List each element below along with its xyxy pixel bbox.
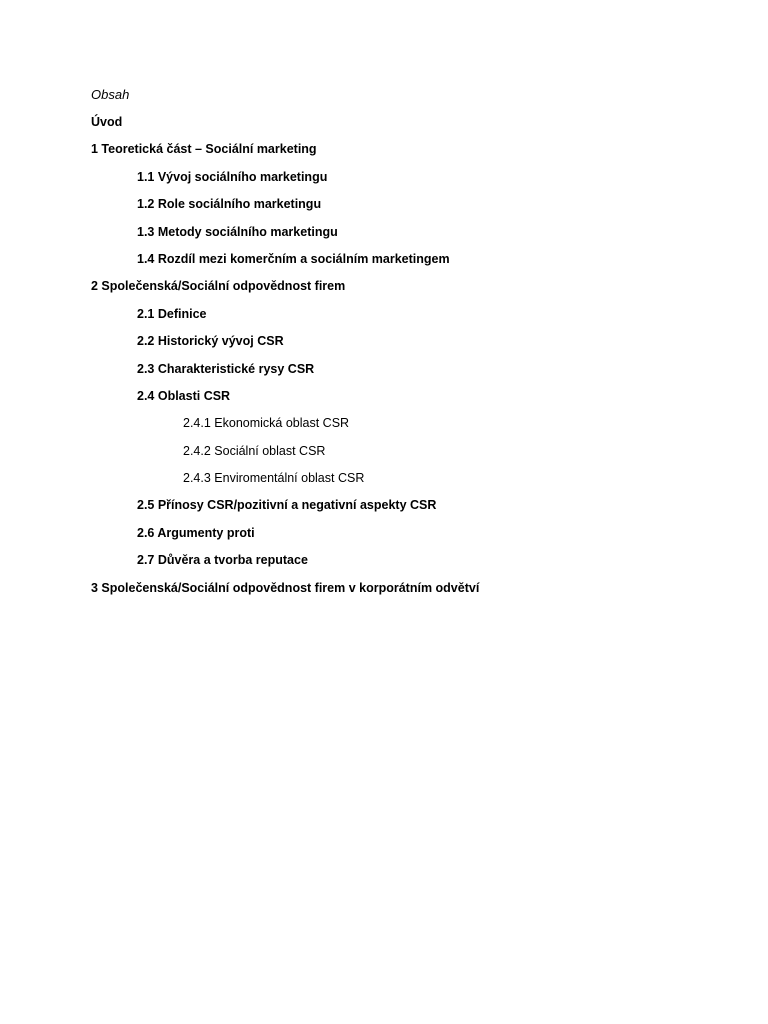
toc-entry[interactable] [0, 387, 768, 414]
toc-entry[interactable] [0, 277, 768, 304]
toc-entry[interactable] [0, 551, 768, 578]
toc-entry-label: 2 Společenská/Sociální odpovědnost firem [91, 279, 346, 294]
toc-entry-label: 2.3 Charakteristické rysy CSR [137, 361, 315, 376]
toc-entry-label: 1.4 Rozdíl mezi komerčním a sociálním marketingem [137, 251, 450, 266]
toc-entry-label: 2.4.3 Enviromentální oblast CSR [183, 471, 365, 486]
toc-entry[interactable] [0, 360, 768, 387]
toc-entry-label: 2.4.2 Sociální oblast CSR [183, 443, 326, 458]
toc-entry-label: 2.4.1 Ekonomická oblast CSR [183, 416, 350, 431]
toc-entry[interactable] [0, 140, 768, 167]
toc-entry[interactable] [0, 168, 768, 195]
toc-entry-label: 1.2 Role sociálního marketingu [137, 197, 322, 212]
toc-heading: Obsah [91, 87, 130, 102]
toc-entry[interactable] [0, 579, 768, 606]
toc-entry-label: 1 Teoretická část – Sociální marketing [91, 142, 317, 157]
toc-entry[interactable] [0, 223, 768, 250]
toc-entry-label: 2.6 Argumenty proti [137, 525, 255, 540]
toc-entry-label: 2.1 Definice [137, 306, 207, 321]
toc-entry-label: 3 Společenská/Sociální odpovědnost firem v korporátním odvětví [91, 580, 480, 595]
toc-entry[interactable] [0, 305, 768, 332]
toc-entry[interactable] [0, 469, 768, 496]
toc-entry[interactable] [0, 442, 768, 469]
toc-entry-label: 2.4 Oblasti CSR [137, 388, 231, 403]
toc-entry-label: 2.7 Důvěra a tvorba reputace [137, 553, 308, 568]
toc-entry-label: Úvod [91, 115, 123, 129]
toc-entry-label: 1.3 Metody sociálního marketingu [137, 224, 338, 239]
toc-entry[interactable] [0, 113, 768, 140]
toc-entry[interactable] [0, 250, 768, 277]
toc-entry[interactable] [0, 524, 768, 551]
toc-entry[interactable] [0, 414, 768, 441]
table-of-contents [0, 113, 768, 606]
toc-entry-label: 1.1 Vývoj sociálního marketingu [137, 169, 328, 184]
toc-entry[interactable] [0, 195, 768, 222]
toc-entry[interactable] [0, 496, 768, 523]
toc-entry[interactable] [0, 332, 768, 359]
toc-entry-label: 2.2 Historický vývoj CSR [137, 334, 284, 349]
toc-entry-label: 2.5 Přínosy CSR/pozitivní a negativní aspekty CSR [137, 498, 437, 513]
